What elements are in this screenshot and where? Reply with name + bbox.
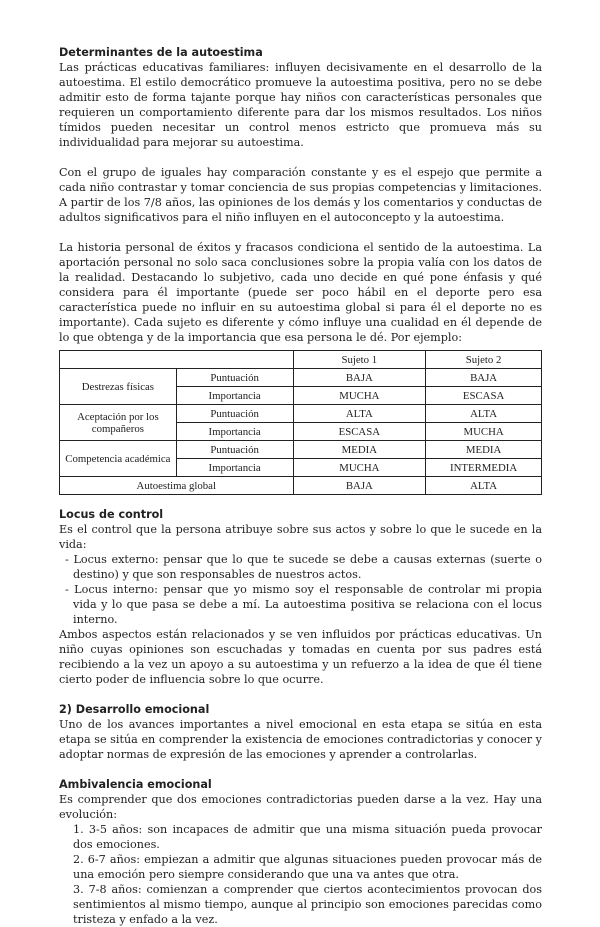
table-header-cell: Sujeto 2: [426, 351, 542, 369]
paragraph-locus-ambos: Ambos aspectos están relacionados y se ven influidos por prácticas educativas. Un niño cuyas opiniones son escuchadas y tomadas en cuenta por sus padres está recibiendo a la vez un apoyo a su autoestima y un refuerzo a la idea de que él tiene cierto poder de influencia sobre lo que ocurre.: [59, 628, 542, 686]
table-cell: ESCASA: [293, 423, 426, 441]
list-item-etapa-3: 3. 7-8 años: comienzan a comprender que ciertos acontecimientos provocan dos sentimientos al mismo tiempo, aunque al principio son emociones parecidas como tristeza y enfado a la vez.: [73, 883, 542, 926]
table-group-label: Aceptación por los compañeros: [60, 405, 177, 441]
table-metric-cell: Puntuación: [176, 369, 293, 387]
table-metric-cell: Importancia: [176, 387, 293, 405]
table-metric-cell: Importancia: [176, 423, 293, 441]
table-group-label: Destrezas físicas: [60, 369, 177, 405]
table-corner-cell: [60, 351, 294, 369]
table-metric-cell: Puntuación: [176, 405, 293, 423]
table-header-row: [60, 351, 542, 369]
table-cell: MEDIA: [426, 441, 542, 459]
table-row: [60, 405, 542, 423]
table-cell: BAJA: [426, 369, 542, 387]
table-metric-cell: Puntuación: [176, 441, 293, 459]
table-cell: INTERMEDIA: [426, 459, 542, 477]
list-item-etapa-2: 2. 6-7 años: empiezan a admitir que algunas situaciones pueden provocar más de una emoción pero siempre considerando que una va antes que otra.: [73, 853, 542, 881]
table-total-label: Autoestima global: [60, 477, 294, 495]
table-cell: ALTA: [426, 405, 542, 423]
table-cell: ALTA: [293, 405, 426, 423]
paragraph-desarrollo-emocional: Uno de los avances importantes a nivel emocional en esta etapa se sitúa en esta etapa se sitúa en comprender la existencia de emociones contradictorias y conocer y adoptar normas de expresión de las emociones y aprender a controlarlas.: [59, 718, 542, 761]
table-row: [60, 441, 542, 459]
list-item-locus-interno: - Locus interno: pensar que yo mismo soy el responsable de controlar mi propia vida y lo que pasa se debe a mí. La autoestima positiva se relaciona con el locus interno.: [65, 583, 542, 626]
table-row: [60, 369, 542, 387]
paragraph-practicas-educativas: Las prácticas educativas familiares: influyen decisivamente en el desarrollo de la autoestima. El estilo democrático promueve la autoestima positiva, pero no se debe admitir esto de forma tajante porque hay niños con características personales que requieren un comportamiento diferente para dar los mismos resultados. Los niños tímidos pueden necesitar un control menos estricto que promueva más su individualidad para mejorar su autoestima.: [59, 61, 542, 149]
list-item-etapa-1: 1. 3-5 años: son incapaces de admitir que una misma situación pueda provocar dos emociones.: [73, 823, 542, 851]
table-cell: BAJA: [293, 477, 426, 495]
table-cell: ESCASA: [426, 387, 542, 405]
section-heading-locus: Locus de control: [59, 508, 164, 521]
section-heading-autoestima: Determinantes de la autoestima: [59, 46, 263, 59]
paragraph-grupo-iguales: Con el grupo de iguales hay comparación constante y es el espejo que permite a cada niño contrastar y tomar conciencia de sus propias competencias y limitaciones. A partir de los 7/8 años, las opiniones de los demás y los comentarios y conductas de adultos significativos para el niño influyen en el autoconcepto y la autoestima.: [59, 166, 542, 224]
table-cell: MUCHA: [426, 423, 542, 441]
table-header-cell: Sujeto 1: [293, 351, 426, 369]
table-total-row: [60, 477, 542, 495]
paragraph-historia-personal: La historia personal de éxitos y fracasos condiciona el sentido de la autoestima. La aportación personal no solo saca conclusiones sobre la propia valía con los datos de la realidad. Destacando lo subjetivo, cada uno decide en qué pone énfasis y qué considera para él importante (puede ser poco hábil en el deporte pero esa característica puede no influir en su autoestima global si para él el deporte no es importante). Cada sujeto es diferente y cómo influye una cualidad en él depende de lo que obtenga y de la importancia que esa persona le dé. Por ejemplo:: [59, 241, 542, 344]
table-cell: MUCHA: [293, 387, 426, 405]
table-cell: MUCHA: [293, 459, 426, 477]
list-item-locus-externo: - Locus externo: pensar que lo que te sucede se debe a causas externas (suerte o destino) y que son responsables de nuestros actos.: [65, 553, 542, 581]
paragraph-ambivalencia-intro: Es comprender que dos emociones contradictorias pueden darse a la vez. Hay una evolución:: [59, 793, 542, 821]
table-metric-cell: Importancia: [176, 459, 293, 477]
table-cell: BAJA: [293, 369, 426, 387]
table-cell: ALTA: [426, 477, 542, 495]
autoestima-table: [59, 350, 542, 495]
section-heading-desarrollo-emocional: 2) Desarrollo emocional: [59, 703, 210, 716]
table-cell: MEDIA: [293, 441, 426, 459]
paragraph-locus-intro: Es el control que la persona atribuye sobre sus actos y sobre lo que le sucede en la vida:: [59, 523, 542, 551]
table-group-label: Competencia académica: [60, 441, 177, 477]
section-heading-ambivalencia: Ambivalencia emocional: [59, 778, 212, 791]
